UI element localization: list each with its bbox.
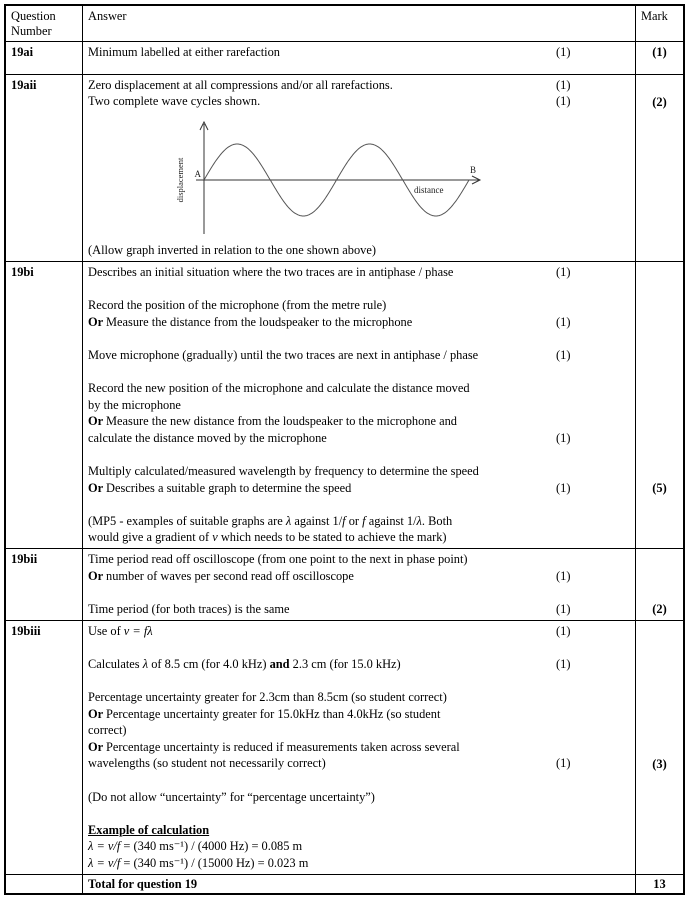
answer-line <box>88 529 630 546</box>
total-label: Total for question 19 <box>83 875 636 894</box>
answer-line <box>88 480 630 497</box>
wave-start-label: A <box>194 168 201 179</box>
answer-line-text <box>88 298 386 312</box>
text-segment: or <box>345 513 363 528</box>
text-segment: Or <box>88 480 107 495</box>
answer-line <box>88 297 630 314</box>
text-segment: Percentage uncertainty greater for 2.3cm than 8.5cm (so student correct) <box>88 690 447 705</box>
answer-line <box>88 656 630 673</box>
line-mark: (1) <box>556 601 571 616</box>
answer-line-text <box>88 640 91 654</box>
line-mark: (1) <box>556 656 571 671</box>
answer-line-text <box>88 514 452 528</box>
answer-line <box>88 639 630 656</box>
question-number-cell: 19ai <box>6 42 83 74</box>
text-segment: Example of calculation <box>88 822 210 837</box>
header-answer: Answer <box>83 6 636 41</box>
answer-line <box>88 397 630 414</box>
text-segment: Calculates <box>88 656 143 671</box>
answer-line <box>88 805 630 822</box>
wave-diagram <box>174 116 630 243</box>
answer-line-text <box>88 381 470 395</box>
question-number-cell: 19bi <box>6 262 83 548</box>
answer-line <box>88 672 630 689</box>
header-mark: Mark <box>641 9 668 23</box>
text-segment: which needs to be stated to achieve the mark) <box>217 530 447 545</box>
answer-line <box>88 755 630 772</box>
answer-line <box>88 380 630 397</box>
table-row <box>6 42 683 75</box>
text-segment: = (340 ms⁻¹) / (15000 Hz) = 0.023 m <box>120 855 309 870</box>
text-segment: Or <box>88 414 107 429</box>
wave-graph-svg <box>174 116 486 238</box>
text-segment: Move microphone (gradually) until the two traces are next in antiphase / phase <box>88 347 479 362</box>
answer-line <box>88 364 630 381</box>
answer-line <box>88 772 630 789</box>
answer-line <box>88 739 630 756</box>
x-axis-label: distance <box>414 184 444 195</box>
line-mark: (1) <box>556 347 571 362</box>
text-segment: against 1/ <box>365 513 417 528</box>
text-segment: λ = v/f <box>88 839 121 854</box>
text-segment: Or <box>88 314 107 329</box>
answer-line-text <box>88 94 260 108</box>
answer-line <box>88 463 630 480</box>
answer-line-text <box>88 365 91 379</box>
line-mark: (1) <box>556 756 571 771</box>
line-mark: (1) <box>556 77 571 92</box>
answer-line <box>88 242 630 259</box>
mark-cell: (5) <box>652 480 667 495</box>
text-segment: v = fλ <box>123 623 153 638</box>
text-segment: Describes an initial situation where the two traces are in antiphase / phase <box>88 264 454 279</box>
answer-line-text <box>88 431 327 445</box>
line-mark: (1) <box>556 314 571 329</box>
answer-line <box>88 689 630 706</box>
text-segment: 2.3 cm (for 15.0 kHz) <box>289 656 401 671</box>
answer-line <box>88 496 630 513</box>
text-segment: calculate the distance moved by the microphone <box>88 430 327 445</box>
text-segment: against 1/ <box>291 513 343 528</box>
answer-line-text <box>88 243 376 257</box>
text-segment: Measure the new distance from the loudspeaker to the microphone and <box>106 414 457 429</box>
answer-line <box>88 601 630 618</box>
answer-line <box>88 789 630 806</box>
answer-line <box>88 281 630 298</box>
answer-cell <box>83 75 636 261</box>
total-question-cell <box>6 875 83 894</box>
answer-line-text <box>88 448 91 462</box>
line-mark: (1) <box>556 264 571 279</box>
table-row <box>6 262 683 549</box>
question-number-cell: 19aii <box>6 75 83 261</box>
answer-line-text <box>88 756 326 770</box>
answer-line <box>88 347 630 364</box>
text-segment: Or <box>88 706 107 721</box>
answer-line-text <box>88 740 460 754</box>
answer-line <box>88 330 630 347</box>
answer-line <box>88 568 630 585</box>
answer-line-text <box>88 823 209 837</box>
text-segment: Minimum labelled at either rarefaction <box>88 45 280 59</box>
answer-cell <box>83 621 636 874</box>
answer-line <box>88 706 630 723</box>
answer-line <box>88 584 630 601</box>
answer-line <box>88 430 630 447</box>
line-mark: (1) <box>556 480 571 495</box>
text-segment: Or <box>88 739 107 754</box>
question-number-cell: 19bii <box>6 549 83 620</box>
answer-line <box>88 77 630 94</box>
answer-line <box>88 623 630 640</box>
table-body <box>6 42 683 875</box>
text-segment: of 8.5 cm (for 4.0 kHz) <box>148 656 270 671</box>
text-segment: Time period (for both traces) is the same <box>88 601 290 616</box>
answer-line-text <box>88 569 354 583</box>
text-segment: f <box>342 513 346 528</box>
text-segment: λ <box>142 656 149 671</box>
text-segment: Record the position of the microphone (from the metre rule) <box>88 298 387 313</box>
text-segment: Zero displacement at all compressions and/or all rarefactions. <box>88 77 393 92</box>
answer-line-text <box>88 806 91 820</box>
wave-end-label: B <box>470 164 477 175</box>
total-row <box>6 875 683 894</box>
text-segment: λ <box>285 513 292 528</box>
answer-line-text <box>88 530 447 544</box>
table-row <box>6 75 683 262</box>
text-segment: (Do not allow “uncertainty” for “percentage uncertainty”) <box>88 789 375 804</box>
answer-line-text <box>88 585 91 599</box>
answer-line-text <box>88 464 479 478</box>
answer-cell <box>83 262 636 548</box>
answer-line-text <box>88 773 91 787</box>
answer-line <box>88 93 630 110</box>
text-segment: number of waves per second read off oscilloscope <box>106 568 354 583</box>
answer-line-text <box>88 552 468 566</box>
text-segment: = (340 ms⁻¹) / (4000 Hz) = 0.085 m <box>120 839 303 854</box>
answer-line <box>88 838 630 855</box>
text-segment: Measure the distance from the loudspeaker to the microphone <box>106 314 413 329</box>
answer-line-text <box>88 690 447 704</box>
mark-cell: (2) <box>652 94 667 109</box>
answer-line <box>88 447 630 464</box>
text-segment: (Allow graph inverted in relation to the one shown above) <box>88 243 377 258</box>
text-segment: Time period read off oscilloscope (from one point to the next in phase point) <box>88 552 468 567</box>
answer-line-text <box>88 78 393 92</box>
text-segment: f <box>362 513 366 528</box>
answer-line <box>88 513 630 530</box>
text-segment: Percentage uncertainty is reduced if measurements taken across several <box>106 739 460 754</box>
answer-line-text <box>88 45 280 59</box>
answer-line-text <box>88 657 401 671</box>
answer-line <box>88 264 630 281</box>
text-segment: and <box>269 656 290 671</box>
line-mark: (1) <box>556 94 571 109</box>
answer-line-text <box>88 282 91 296</box>
text-segment: (MP5 - examples of suitable graphs are <box>88 513 286 528</box>
text-segment: . Both <box>421 513 453 528</box>
answer-line-text <box>88 497 91 511</box>
text-segment: by the microphone <box>88 397 181 412</box>
total-mark-value: 13 <box>653 876 666 891</box>
answer-line-text <box>88 602 290 616</box>
answer-line-text <box>88 348 478 362</box>
table-row <box>6 549 683 621</box>
answer-line-text <box>88 265 453 279</box>
answer-line-text <box>88 790 375 804</box>
mark-cell: (3) <box>652 756 667 771</box>
y-axis-label: displacement <box>175 157 185 203</box>
text-segment: Multiply calculated/measured wavelength by frequency to determine the speed <box>88 464 479 479</box>
answer-cell <box>83 42 636 74</box>
answer-line <box>88 822 630 839</box>
line-mark: (1) <box>556 623 571 638</box>
answer-line <box>88 855 630 872</box>
table-row <box>6 621 683 875</box>
header-question-number: Question Number <box>6 6 83 41</box>
answer-line-text <box>88 624 153 638</box>
line-mark: (1) <box>556 568 571 583</box>
answer-line-text <box>88 707 440 721</box>
line-mark: (1) <box>556 430 571 445</box>
text-segment: correct) <box>88 723 127 738</box>
text-segment: v <box>212 530 218 545</box>
answer-line-text <box>88 856 308 870</box>
mark-scheme-table <box>4 4 685 895</box>
answer-line-text <box>88 398 181 412</box>
answer-line <box>88 722 630 739</box>
text-segment: Use of <box>88 623 124 638</box>
text-segment: λ = v/f <box>88 855 121 870</box>
answer-line <box>88 44 630 61</box>
text-segment: Describes a suitable graph to determine the speed <box>106 480 352 495</box>
answer-line <box>88 551 630 568</box>
mark-cell: (2) <box>652 602 667 617</box>
table-header-row <box>6 6 683 42</box>
line-mark: (1) <box>556 45 571 59</box>
question-number-cell: 19biii <box>6 621 83 874</box>
answer-line <box>88 413 630 430</box>
answer-line-text <box>88 331 91 345</box>
answer-line-text <box>88 414 457 428</box>
answer-line-text <box>88 723 127 737</box>
text-segment: would give a gradient of <box>88 530 213 545</box>
text-segment: Record the new position of the microphone and calculate the distance moved <box>88 381 470 396</box>
text-segment: Or <box>88 568 107 583</box>
text-segment: Percentage uncertainty greater for 15.0kHz than 4.0kHz (so student <box>106 706 441 721</box>
text-segment: λ <box>416 513 422 528</box>
answer-cell <box>83 549 636 620</box>
text-segment: wavelengths (so student not necessarily correct) <box>88 756 326 771</box>
answer-line-text <box>88 839 302 853</box>
text-segment: Two complete wave cycles shown. <box>88 94 261 109</box>
answer-line-text <box>88 481 351 495</box>
answer-line-text <box>88 673 91 687</box>
mark-cell: (1) <box>652 45 667 59</box>
answer-line-text <box>88 315 412 329</box>
answer-line <box>88 314 630 331</box>
